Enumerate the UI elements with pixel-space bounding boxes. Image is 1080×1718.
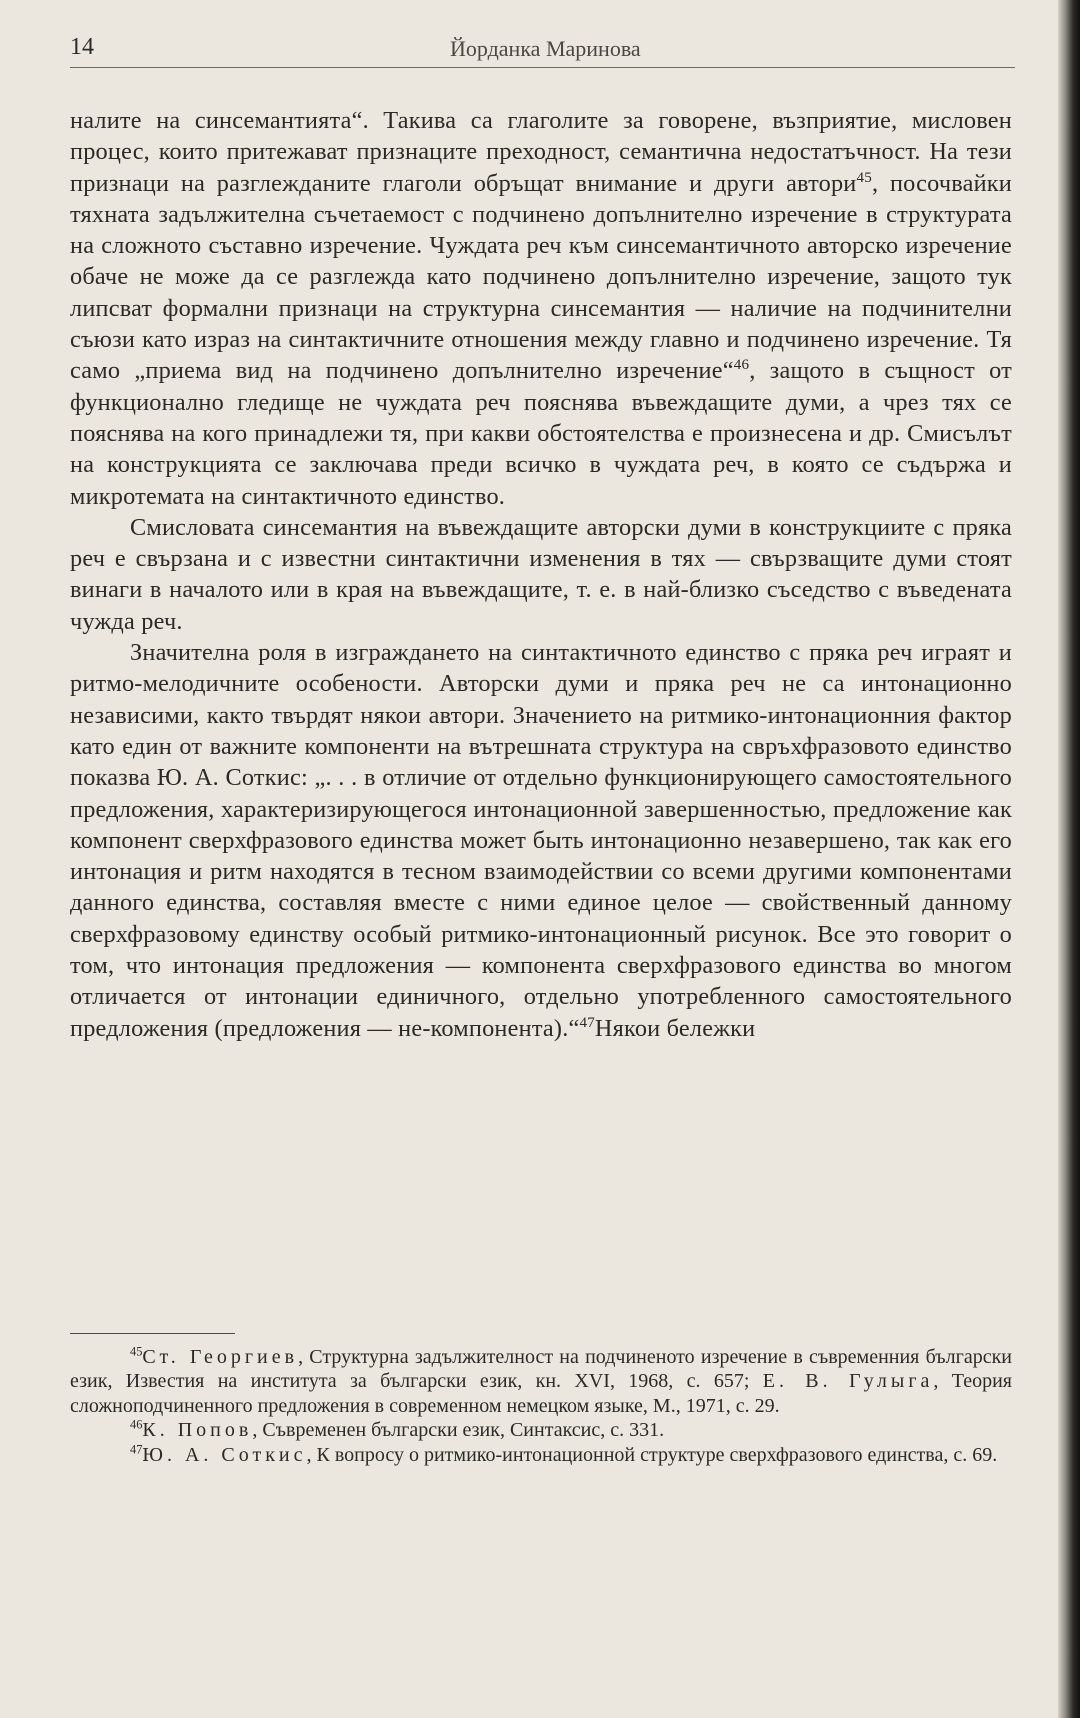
footnote-text: , Теория сложноподчиненного предложения в современном немецком языке, М., 1971, с. 29. xyxy=(70,1370,1012,1417)
footnote-number: 45 xyxy=(130,1344,143,1359)
footnote-number: 47 xyxy=(130,1441,143,1456)
footnote-46 xyxy=(70,1418,1012,1442)
running-head: Йорданка Маринова xyxy=(450,36,641,61)
paragraph-3-part-1: Значителна роля в изграждането на синтактичното единство с пряка реч играят и ритмо-мелодичните особености. Авторски думи и пряка реч не са интонационно независими, както твърдят някои автори. Значението на ритмико-интонационния фактор като един от важните компоненти на вътрешната структура на свръхфразовото единство показва Ю. А. Соткис: „. . . в отличие от отдельно функционирующего самостоятельного предложения, характеризирующегося интонационной завершенностью, предложение как компонент сверхфразового единства может быть интонационно незавершено, так как его интонация и ритм находятся в тесном взаимодействии со всеми другими компонентами данного единства, составляя вместе с ними единое целое — свойственный данному сверхфразовому единству особый ритмико-интонационный рисунок. Все это говорит о том, что интонация предложения — компонента сверхфразового единства во многом отличается от интонации единичного, отдельно употребленного самостоятельного предложения (предложения — не-компонента).“ xyxy=(70,639,1012,1042)
paragraph-1-part-3: , защото в същност от функционално гледище не чуждата реч пояснява въвеждащите думи, а чрез тях се пояснява на кого принадлежи тя, при какви обстоятелства е произнесена и др. Смисълът на конструкцията се заключава преди всичко в чуждата реч, в която се съдържа и микротемата на синтактичното единство. xyxy=(70,357,1012,510)
header-rule xyxy=(70,67,1015,68)
footnote-separator xyxy=(70,1333,235,1334)
footnote-text: , К вопросу о ритмико-интонационной структуре сверхфразового единства, с. 69. xyxy=(306,1443,998,1466)
page-number: 14 xyxy=(70,34,94,60)
page-header xyxy=(70,28,1010,68)
footnote-author: К. Попов xyxy=(142,1419,253,1442)
footnote-text: , Структурна задължителност на подчиненото изречение в съвременния български език, Известия на института за български език, кн. XVI, 1968, с. 657; xyxy=(70,1346,1012,1393)
footnote-author: Ю. А. Соткис xyxy=(142,1443,307,1466)
paragraph-1 xyxy=(70,105,1012,512)
paragraph-1-part-2: , посочвайки тяхната задължителна съчетаемост с подчинено допълнително изречение в структурата на сложното съставно изречение. Чуждата реч към синсемантичното авторско изречение обаче не може да се разглежда като подчинено допълнително изречение, защото тук липсват формални признаци на структурна синсемантия — наличие на подчинителни съюзи като израз на синтактичните отношения между главно и подчинено изречение. Тя само „приема вид на подчинено допълнително изречение“ xyxy=(70,169,1012,385)
footnote-author: Е. В. Гулыга xyxy=(762,1370,934,1393)
main-text xyxy=(70,105,1012,1044)
footnote-45 xyxy=(70,1345,1012,1418)
paragraph-2: Смисловата синсемантия на въвеждащите авторски думи в конструкциите с пряка реч е свързана и с известни синтактични изменения в тях — свързващите думи стоят винаги в началото или в края на въвеждащите, т. е. в най-близко съседство с въведената чужда реч. xyxy=(70,513,1012,635)
paragraph-3 xyxy=(70,637,1012,1044)
footnote-47 xyxy=(70,1443,1012,1467)
footnote-ref-45: 45 xyxy=(856,169,872,186)
paragraph-1-part-1: налите на синсемантията“. Такива са глаголите за говорене, възприятие, мисловен процес, които притежават признаците преходност, семантична недостатъчност. На тези признаци на разглежданите глаголи обръщат внимание и други автори xyxy=(70,107,1012,197)
footnote-author: Ст. Георгиев xyxy=(142,1346,299,1368)
footnote-text: , Съвременен български език, Синтаксис, с. 331. xyxy=(252,1419,665,1442)
paragraph-3-part-2: Някои бележки xyxy=(594,1014,756,1042)
binding-shadow xyxy=(1058,0,1080,1718)
footnotes xyxy=(70,1345,1012,1467)
footnote-ref-46: 46 xyxy=(733,357,750,374)
footnote-ref-47: 47 xyxy=(579,1014,595,1031)
footnote-number: 46 xyxy=(130,1417,143,1432)
